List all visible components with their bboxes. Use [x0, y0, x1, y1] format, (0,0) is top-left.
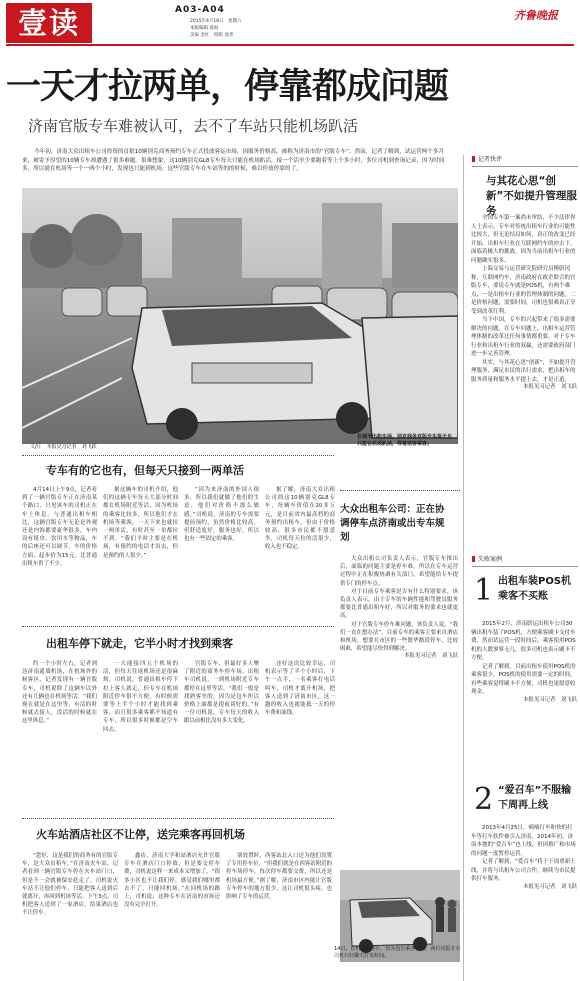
comment-tag-rule — [472, 166, 578, 167]
item-paragraph: 2015年2月，济南联运出租车公司30辆出租车装了POS机，方便乘客刷卡支付车费，然而试运营一段时间后，乘客使用POS机的人数寥寥无几，很多司机也表示刷卡不方便。 — [471, 621, 576, 662]
photo-credit: 文/片 本报见习记者 刘飞跃 — [30, 444, 97, 450]
meta-design: 美编 金红 组版 池菁 — [190, 32, 234, 38]
middle-title: 大众出租车公司：正在协调停车点济南或出专车规划 — [340, 504, 445, 543]
item-paragraph: 记者了解到，目前出租车使用POS机的乘客很少，POS机的使用需要一定的时间，有些乘客觉得刷卡不方便，司机也更愿意收现金。 — [471, 663, 576, 696]
item-title: 出租车装POS机乘客不买账 — [498, 576, 572, 602]
section2-col: 一天能接四五个机场的活，但每天往返机场还是很麻烦。司机说，普通出租车停下拉上客人就走，但专车在机场附近停车很不方便，有时候需要等上半个小时才能找到乘客，而且很多乘客都不知道有专车，所以很多时候都是空车回去。 — [103, 661, 178, 733]
comment-title: 与其花心思“创新”不如提升管理服务 — [486, 175, 577, 218]
item-paragraph: 记者了解到，“爱召车”将于下周重新上线，并将与出租车公司合作，继续为市民提供打车服务。 — [471, 859, 576, 883]
section2-title: 出租车停下就走，它半小时才找到乘客 — [46, 637, 233, 650]
section1-col: “因为来济南的外国人很多，所以我们就做了他们的生意，他们对价格不那么敏感。”司机说，济南的专车需要提前预约，虽然价格比较高，但舒适度好，服务也好，所以也有一些固定的乘客。 — [184, 487, 259, 543]
section3-title: 火车站酒店社区不让停，送完乘客再回机场 — [36, 828, 245, 841]
comment-tag: 记者快评 — [472, 156, 502, 165]
section2-col: 官版专车，但最好多人聚了附近的商务车停车场，出租车司机说，一到机场附近专车都停在这里等活。“我们一般是找熟客坐的，因为是包车所以价格上面都是提前谈好的。”有一位司机说，专车每天的收入跟以前相比没有多大变化。 — [184, 661, 259, 725]
comment-paragraph: 上海交易与运营研究院研究员傅蔚冈称，互联网约车，济南政府在政企联合的官版专车，要说专车就是POS机，有两个难点，一是出租车行业的管理体制的问题，二是价格问题，需要时间，司机也很难真正享受到改革红利。 — [471, 266, 576, 315]
item-title: “爱召车”不服输下周再上线 — [498, 785, 572, 811]
middle-body — [340, 555, 458, 661]
section1-title: 专车有的它也有，但每天只接到一两单活 — [46, 464, 244, 477]
section3-col: 鑫店，济南大学和站酒店允许官版专车在酒店门口停放，但是要交停车费，司机说这样一来成本又增加了。“很多小区也不让我们停，感觉我们哪里都去不了，只能回机场。”在回机场的路上，司机说，这种专车在济南的市场还没有完全打开。 — [124, 853, 220, 909]
middle-byline: 本报见习记者 刘飞跃 — [404, 653, 458, 660]
middle-dotline — [340, 490, 460, 491]
item-body — [471, 824, 577, 891]
shortnews-tag-rule — [472, 566, 578, 567]
section1-col: 4月14日上午9点，记者看到了一辆官版专车正在济南某个路口，只见该车的司机正在车上休息。与普通出租车相比，这辆官版专车无论是外观还是内饰都要豪华很多，车内设有纸巾、饮用水等物品，车的后座还可以调节。车的价格方面，起步价为15元，比普通出租车贵了不少。 — [22, 487, 97, 567]
masthead — [0, 0, 580, 44]
section1-dotline — [22, 455, 334, 456]
section2-dotline — [22, 626, 334, 627]
section2-col: 约一个小时左右，记者到达济南遥墙机场，在机场外的候客区，记者发现有一辆官版专车，司机说除了这辆车以外还有几辆也在机场等活。“我们现在就是在这里等，有活的时候就去接人，没活的时候就在这里休息。” — [22, 661, 97, 725]
section3-col: “您好，这是我们的商务有的官版专车，是大众出租车。”在济南火车站，记者看到一辆官版专车停在火车站门口，但是不一会就被保安赶走了，司机说火车站不让他们停车，只能把客人送到后就离开，再回到机场等活。下午3点，司机把客人送到了一家酒店，结果酒店也不让停车。 — [22, 853, 118, 917]
shortnews-tag: 失败案例 — [472, 556, 502, 565]
item-number: 1 — [474, 573, 494, 608]
photo-caption: 在城市出租车场，别克商务官版专车每天也只能在机场趴活，等着送客乘客。 — [357, 434, 453, 448]
main-headline: 一天才拉两单，停靠都成问题 — [6, 67, 449, 107]
section3-col: 别放置时，西客站北入口还为他们设置了专用停车位。“但我们就是在西客站附近的停车场停车，每次停车都要交费，所以还是机场最方便。”据了解，济南市区内能让官版专车停车的地方很少，这让司机很头疼，也影响了专车的运营。 — [226, 853, 332, 901]
main-photo — [22, 188, 458, 444]
comment-paragraph: 其实，与其花心思“创新”，不如提升管理服务，满足市民的出行需求，把出租车的服务质量和服务水平提上去，才是正道。 — [471, 359, 576, 383]
section1-col: 据了解，济南大众出租公司的这10辆别克GL8专车，每辆车价值在20多万元，是目前省内最高档的商务预约出租车，但由于价格较高，很多市民都不愿意坐，司机每天拉的活很少，收入也不稳定。 — [265, 487, 335, 551]
comment-paragraph: 全国专车第一案尚未审结，不少法律界人士表示，专车对传统出租车行业的可能性比较大，但无论结局如何，真正的改变已经开始，出租车行业在互联网约车的冲击下，面临着极大的挑战，因为当前出租车行业的问题确实很多。 — [471, 215, 576, 264]
item-number: 2 — [474, 782, 494, 817]
section1-col: 据这辆车的司机介绍，他们的这辆专车每天大部分时间都在机场附近等活，因为机场的乘客比较多，所以他们才在机场等乘客，一天下来也就拉一两单活，有时甚至一单都拉不到。“我们平时主要是在机场，有预约的电话才出去，但是预约的人很少。” — [103, 487, 178, 559]
item-body — [471, 620, 577, 704]
meta-editor: 本版编辑 葛海 — [190, 25, 219, 31]
middle-paragraph: 对于官版专车停车难问题，该负责人说，“我们一直在想办法”，目前专车的乘客主要来自酒店和机场，想要在市区的一些繁华路段停车，比较困难，希望能尽快得到解决。 — [340, 621, 458, 653]
small-photo-caption: 14日，在机场载客区，因为没有乘客预约，两位官版专车司机只好聊天打发时间。 — [334, 946, 461, 960]
edition-meta — [190, 19, 242, 39]
page-numbers: A03-A04 — [175, 5, 225, 15]
newspaper-logo: 齐鲁晚报 — [514, 9, 558, 22]
middle-paragraph: 大众出租公司负责人表示，官版专车推出后，面临的问题主要是停车难，所以在专车运营过程中正在积极协调有关部门，希望能给专车提供专门的停车点。 — [340, 556, 458, 587]
item-byline: 本报见习记者 刘飞跃 — [523, 883, 577, 890]
comment-paragraph: 当下中国，专车的兴起带来了很多需要解决的问题，在专车问题上，出租车运营管理体制的改革比任何事情都重要，对于专车行业和出租车行业的双赢，还需要政府部门进一步完善管理。 — [471, 317, 576, 358]
meta-date: 2015年4月18日 星期六 — [190, 19, 242, 24]
taxi-parking-photo — [22, 188, 458, 444]
sub-headline: 济南官版专车难被认可，去不了车站只能机场趴活 — [28, 117, 359, 135]
section2-col: 还好这次比较幸运，司机表示等了半个小时后，下午一点半，一名乘客打电话叫车，司机才离开机场，把客人送到了济南市区，这一趟的收入也就能抵一天的停车费和油钱。 — [265, 661, 335, 717]
item-paragraph: 2013年4月25日，嘀嘀打车和快的打车等打车软件被引入济南，2014年初，济南本地的“爱召车”也上线，但因推广和市场的问题一度暂停运营。 — [471, 825, 576, 857]
item-byline: 本报见习记者 刘飞跃 — [523, 696, 577, 703]
comment-body — [471, 214, 577, 392]
section-brand: 壹读 — [6, 3, 92, 43]
section3-dotline — [22, 818, 334, 819]
sidebar-divider — [463, 155, 464, 981]
masthead-rule — [6, 44, 574, 46]
comment-byline: 本报见习记者 刘飞跃 — [523, 384, 577, 391]
middle-paragraph: 对于目前专车乘客是否有什么特别要求，该负责人表示，由于专车的车辆性能和驾驶员服务都要比普通出租车好，所以对服务的要求也就更高。 — [340, 588, 458, 620]
lead-paragraph: 今年初，济南大众出租车公司投资的首批10辆别克商务预约专车正式投放客运市场，因服务价格高，被称为济南市的“官版专车”。然而，记者了解到，试运营两个多月来，被寄予厚望的10辆专车却遭遇了很多难题。很难想象，这10辆别克GL8专车每天只能在机场趴活，接一个活至少要跑着等上个多小时，多位司机到查询记录，因为时间多，所以就在机场等一个一两个小时，发现也只能到机场，这些官版专车在车站等的的时候，难以停放停靠的了。 — [22, 149, 445, 173]
